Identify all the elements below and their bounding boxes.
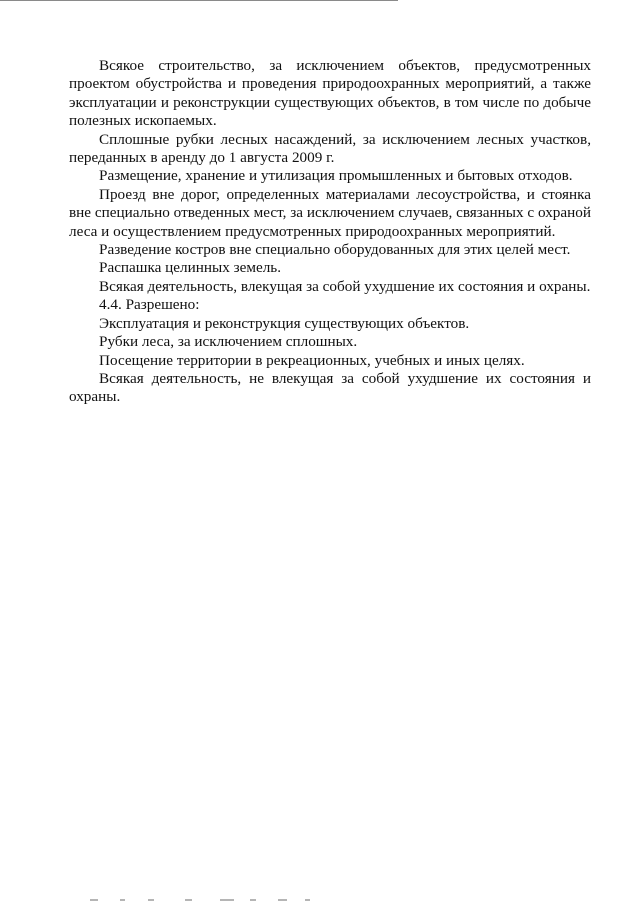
paragraph-harmless-activity-permitted: Всякая деятельность, не влекущая за собой ухудшение их состояния и охраны. <box>69 369 591 406</box>
top-border-line <box>0 0 398 1</box>
paragraph-logging-permitted: Рубки леса, за исключением сплошных. <box>99 333 358 351</box>
paragraph-fires-ban: Разведение костров вне специально оборудованных для этих целей мест. <box>99 241 571 259</box>
document-body <box>69 57 591 407</box>
paragraph-offroad-ban: Проезд вне дорог, определенных материалами лесоустройства, и стоянка вне специально отведенных мест, за исключением случаев, связанных с охраной леса и осуществлением предусмотренных природоохранных мероприятий. <box>69 185 591 240</box>
paragraph-visiting-permitted: Посещение территории в рекреационных, учебных и иных целях. <box>99 351 525 369</box>
paragraph-harmful-activity-ban: Всякая деятельность, влекущая за собой ухудшение их состояния и охраны. <box>99 277 591 295</box>
paragraph-plowing-ban: Распашка целинных земель. <box>99 259 281 277</box>
section-heading-permitted: 4.4. Разрешено: <box>99 296 200 314</box>
paragraph-construction-ban: Всякое строительство, за исключением объектов, предусмотренных проектом обустройства и проведения природоохранных мероприятий, а также эксплуатации и реконструкции существующих объектов, в том числе по добыче полезных ископаемых. <box>69 57 591 130</box>
paragraph-clear-cutting-ban: Сплошные рубки лесных насаждений, за исключением лесных участков, переданных в аренду до 1 августа 2009 г. <box>69 130 591 167</box>
paragraph-waste-ban: Размещение, хранение и утилизация промышленных и бытовых отходов. <box>99 167 573 185</box>
bottom-scan-artifact <box>90 899 320 902</box>
paragraph-operation-permitted: Эксплуатация и реконструкция существующих объектов. <box>99 314 470 332</box>
